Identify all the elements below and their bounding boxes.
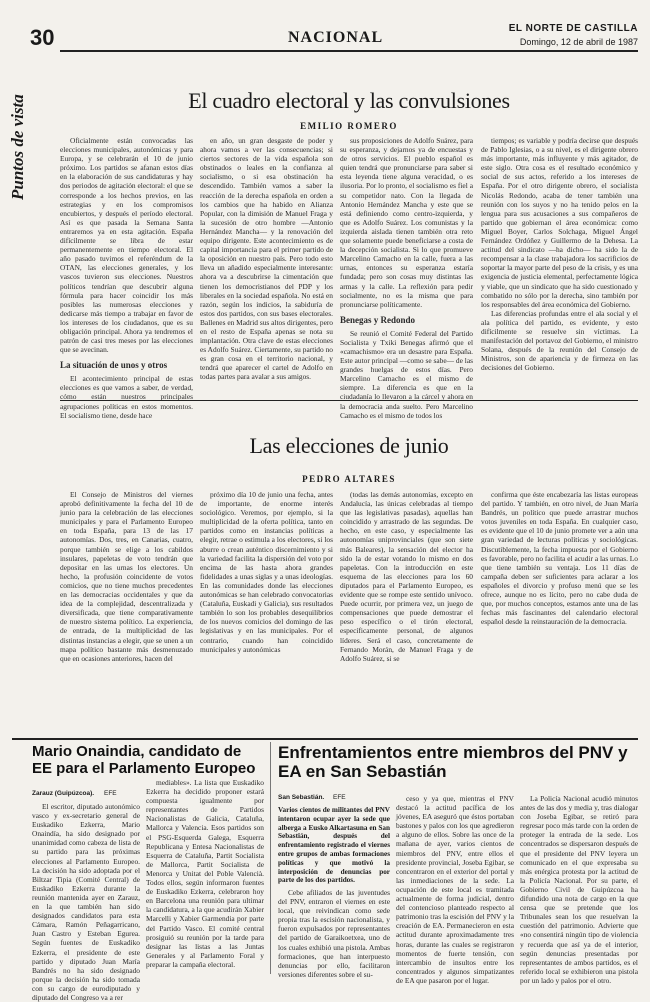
article3-headline: Mario Onaindia, candidato de EE para el Parlamento Europeo [32,743,256,777]
article3-dateline: Zarauz (Guipúzcoa). [32,790,95,797]
article1-col4-para: tiempos; es variable y podría decirse que después de Pablo Iglesias, o a su nivel, es el dirigente obrero más importante, más influyente y más agitador, de este siglo. Otra cosa es el resultado económico y social de sus actos, referido a los intereses de España. Por el otro dirigente obrero, el socialista Nicolás Redondo, acaba de tener también una reunión con los suyos y no ha tenido pelos en la lengua para sus acusaciones a sus compañeros de partido que gobiernan el área económica: como Miguel Boyer, Carlos Solchaga, Miguel Ángel Fernández Ordóñez y Guillermo de la Dehesa. La actitud del sindicato —ha dicho— ha sido la de recompensar a la clase trabajadora los sacrificios de soportar la mayor parte del peso de la crisis, y es una exigencia de justicia elemental, perfectamente lógica y viable, que un sindicato que ha sido cuestionado y combatido no sólo por la derecha, sino también por los responsables del área económica del Gobierno. [481,136,638,309]
article-separator [270,742,271,974]
article3-column-2 [146,778,264,972]
header-rule [60,50,638,52]
article3-agency: EFE [104,790,117,797]
article1-col1-para: Oficialmente están convocadas las elecciones municipales, autonómicas y para Europa, y se celebrarán el 10 de junio próximo. Los partidos se afanan estos días en la elaboración de sus candidaturas y hay dos periodos de agitación electoral: el que se corresponde a los hechos previos, en las estrategias y en los compromisos encubiertos, y después el período electoral. Así es que pasada la Semana Santa entraremos ya en esta agitación. España difícilmente se libra de estar permanentemente en tiempo electoral. El año pasado tuvimos el referéndum de la OTAN, las elecciones generales, y los vascos tuvieron sus elecciones. Nuestros políticos tendrían que descubrir alguna fórmula para hacer coincidir los más posibles las numerosas elecciones y dedicarse más tiempo a trabajar en favor de los intereses de los ciudadanos, que es su obligación principal. Ahora ya tendremos el patrón de casi tres meses por las elecciones que se avecinan. [60,136,193,355]
article3-col1-para: El escritor, diputado autonómico vasco y ex-secretario general de Euskadiko Ezkerra, Mario Onaindía, ha sido designado por unanimidad como cabeza de lista de su partido para las próximas elecciones al Parlamento Europeo. La decisión ha sido adoptada por el Biltzar Tipia (Comité Central) de Euskadiko Ezkerra durante la reunión mantenida ayer en Zarauz, en la que también han sido designados candidatos para esta Cámara, Ramón Peñagarricano, Juan Castro y Esteban Egurea. Según fuentes de Euskadiko Ezkerra, el presidente de este partido y diputado Juan María Bandrés no ha sido designado porque la decisión ha sido tomada con su cargo de eurodiputado y diputado del Congreso va a rer [32,802,140,1002]
section-title: NACIONAL [288,29,384,46]
article1-byline: EMILIO ROMERO [300,121,398,131]
article2-byline: PEDRO ALTARES [302,474,396,484]
article1-col2-para: en año, un gran desgaste de poder y ahora vamos a ver las consecuencias; si ciertos sectores de la vida española son obstinados o leales en la confianza al socialismo, o si esa obstinación ha descendido. También vamos a saber la reacción de la derecha española en orden a los cambios que ha habido en Alianza Popular, con la dimisión de Manuel Fraga y la sucesión de otro hombre —Antonio Hernández Mancha— y la renovación del equipo dirigente. Este acontecimiento es de capital importancia para el primer partido de la oposición en nuestro país. Pero todo esto lleva un añadido especialmente interesante: ahora va a descubrirse la cimentación que tienen los democristianos del PDP y los liberales en la sociedad española. No está en razón, según los indicios, la sabiduría de estos dos partidos, con sus bases electorales. Ballenes en Madrid sus altos dirigentes, pero en el resto de España apenas se nota su implantación. Otra clave de estas elecciones es Adolfo Suárez. Ciertamente, su partido no es gran cosa en el territorio nacional, y tendrá que aparecer el cartel de Adolfo en todas partes para avalar a sus amigos. [200,136,333,382]
article4-dateline: San Sebastián. [278,794,325,801]
page-number: 30 [30,25,55,50]
article2-col2-para: próximo día 10 de junio una fecha, antes de importante, de enorme interés sociológico. Veremos, por ejemplo, si la multiplicidad de la oferta política, tanto en partidos como en instancias políticas a elegir, retrae o estimula a los electores, si los aburre o crean auténtico discernimiento y si la variedad facilita la dispersión del voto por encima de las hasta ahora grandes fidelidades a unas siglas y a unas ideologías. En las comunidades donde las elecciones autonómicas se han celebrado convocatorias (Cataluña, Euskadi y Galicia), sus resultados también lo son los probables desequilibrios de los nuevos comicios del domingo de las legislativas y en las municipales. Por el contrario, cuando han coincidido municipales y autonómicas [200,490,333,654]
article2-col4-para: confirma que éste encabezaría las listas europeas del partido. Y también, en otro nivel, de Juan María Bandrés, un político que puede arrastrar muchos votos juveniles en toda España. En cualquier caso, es evidente que el 10 de junio promete ver a aún una gran variedad de lecturas políticas y sociológicas. Discutiblemente, la fecha impuesta por el Gobierno es favorable, pero no facilita el acudir a las urnas. Lo que tiene también su ventaja. Los 11 días de campaña deben ser suficientes para aclarar a los españoles el divorcio y profuso menú que se les ofrece, aunque no es lícito, pero no cabe duda de que, por muchos conceptos, estamos ante una de las fechas más fascinantes del calendario electoral español desde la reinstauración de la democracia. [481,490,638,627]
article2-headline: Las elecciones de junio [249,433,449,458]
article4-column-3 [520,794,638,985]
section-sidebar-label: Puntos de vista [8,94,27,200]
article4-agency: EFE [333,794,346,801]
article2-column-4 [481,490,638,730]
article1-headline: El cuadro electoral y las convulsiones [188,88,510,113]
article1-col3-para2: Se reunió el Comité Federal del Partido Socialista y Txiki Benegas afirmó que el «camachismo» era un desastre para España. Este autor principal —como se sabe— de las grandes huelgas de estos días. Pero Marcelino Camacho es el mismo de siempre. La diferencia es que en la ciudadanía lo llevaron a la cárcel y ahora en la democracia anda suelto. Pero Marcelino Camacho es el mismo de todos los [340,328,473,420]
article1-subhead-2: Benegas y Redondo [340,314,416,325]
article1-col4-para2: Las diferencias profundas entre el ala social y el ala política del partido, es evidente, y esto difícilmente se resuelve sin víctimas. La manifestación del portavoz del Gobierno, el ministro Solana, después de la reunión del Consejo de Ministros, son de apariencia y de firmeza en las decisiones del Gobierno. [481,308,638,373]
newspaper-name: EL NORTE DE CASTILLA [508,23,638,34]
article1-column-3 [340,136,473,420]
article2-col1-para: El Consejo de Ministros del viernes aprobó definitivamente la fecha del 10 de junio para la celebración de las elecciones municipales y para el Parlamento Europeo en toda España, para 13 de las 17 autonomías. Dos, tres, en Canarias, cuatro, porque también se elige a los cabildos insulares, papeletas de voto tendrán que depositar en las urnas los electores. Un hecho, la profusión coincidente de votos comicios, que no tiene muchos precedentes en las democracias occidentales y que da idea de la complejidad, descentralizada y diversificada, que tiene comparativamente de nuestro sistema político. La experiencia, de entrada, de la multiplicidad de las distintas instancias a elegir, que se unen a un mapa político bastante más desmenuzado que en ocasiones anteriores, hacen del [60,490,193,663]
divider-1 [60,400,638,401]
divider-2 [12,738,638,740]
article3-col2-para: mediables». La lista que Euskadiko Ezkerra ha decidido proponer estará compuesta igualmente por representantes de Partidos Nacionalistas de Galicia, Cataluña, Mallorca y Valencia. Esos partidos son el PSG-Esquerda Galega, Esquerra Republicana y Entesa Nacionalistas de Esquerra de Cataluña, Partit Socialista de Mallorca, Partit Socialista de Menorca y Unitat del Poble Valencià. Todos ellos, según informaron fuentes de Euskadiko Ezkerra, celebraron hoy en Barcelona una reunión para ultimar la candidatura, a la que acudirán Xabier Marcelli y Xabier Garmendia por parte del Partido Vasco. El comité central prosiguió su reunión por la tarde para designar las listas a las Juntas Generales y al Parlamento Foral y preparar la campaña electoral. [146,778,264,969]
article1-subhead-1: La situación de unos y otros [60,360,168,371]
article4-col3-para: La Policía Nacional acudió minutos antes de las dos y media y, tras dialogar con Joseba Egibar, se retiró para regresar poco más tarde con la orden de proteger la entrada de la sede. Los concentrados se dispersaron después de que el presidente del PNV leyera un comunicado en el que expresaba su más enérgica protesta por la actitud de la Policía Nacional. Por su parte, el Gobierno Civil de Guipúzcoa ha difundido una nota de cargo en la que censa que se pretende que los Tribunales sean los que resuelvan la cuestión del patrimonio. Advierte que «no consentirá ningún tipo de violencia y recuerda que así ya de el interior, según denuncias presentadas por representantes de ambos partidos, es el referido local se exhibieron una pistola por un lado y palos por el otro. [520,794,638,985]
article4-column-1 [278,888,390,979]
article4-headline: Enfrentamientos entre miembros del PNV y EA en San Sebastián [278,743,628,781]
article2-column-1 [60,490,193,730]
issue-date: Domingo, 12 de abril de 1987 [519,37,638,47]
article1-column-4 [481,136,638,396]
article4-col2-para: ceso y ya que, mientras el PNV destacó la actitud pacífica de los jóvenes, EA aseguró que éstos portaban bastones y palos con los que agredieron a alguno de ellos. Sobre las once de la mañana de ayer, varios cientos de miembros del PNV, entre ellos el presidente provincial, Joseba Egibar, se concentraron en el exterior del portal y las inmediaciones de la sede. La ocupación de este local es tramitada actualmente de forma judicial, dentro del contencioso planteado respecto al patrimonio tras la escisión del PNV y la creación de EA. Permanecieron en esta actitud durante aproximadamente tres horas, durante las cuales se registraron momentos de fuerte tensión, con intercambio de insultos entre los concentrados y algunos simpatizantes de EA que pasaron por el lugar. [396,794,514,985]
article2-col3-para: (todas las demás autonomías, excepto en Andalucía, las únicas celebradas al tiempo que las legislativas pasadas), aquellas han coincidido y arrastrado de las segundas. De hecho, en este caso, y especialmente las autonomías uniprovinciales (que son siete más Baleares), la sensación del elector ha sido la de estar votando lo mismo en dos papeletas. Con la introducción en este esquema de las elecciones para los 60 diputados para el Parlamento Europeo, es evidente que se rompe este sentido unívoco. Puede ocurrir, por primera vez, un juego de compensaciones que puede demostrar el peso específico o el tirón electoral, específicamente personal, de algunos líderes. Será el caso, concretamente de Fernando Morán, de Manuel Fraga y de Adolfo Suárez, si se [340,490,473,663]
article1-col3-para: sus proposiciones de Adolfo Suárez, para su esperanza, y dejarnos ya de encuestas y de otros servicios. El pueblo español es quien tendrá que pronunciarse para saber si esta leyenda tiene alguna veracidad, o es ilusoria. Por lo pronto, el socialismo es fiel a su competidor nato. Con la llegada de Antonio Hernández Mancha y este que se está definiendo como centro-izquierda, y que es Adolfo Suárez. Los comunistas y la izquierda aislada tienen también otra reto que solamente puede beneficiarse a costa de la decepción socialista. Si lo que promueve Marcelino Camacho en la calle, fuera a las urnas, entonces su esperanza estaría fundada; pero son cosas muy distintas las armas y la calle. La reflexión para pedir socialmente, no es la misma que para pronunciarse políticamente. [340,136,473,309]
article1-column-1 [60,136,193,420]
article4-col1-para: Cebe afiliados de las juventudes del PNV, entraron el viernes en este local, que reivindican como sede propia tras la escisión nacionalista, y fueron expulsados por representantes del partido de Garaikoetxea, uno de los cuales exhibió una pistola. Ambas formaciones, que han interpuesto denuncias por ello, facilitaron versiones diferentes sobre el su- [278,888,390,979]
article2-column-2 [200,490,333,730]
article1-col1-para2: El acontecimiento principal de estas elecciones es que vamos a saber, de verdad, cómo están nuestros principales agrupaciones políticas en estos momentos. El socialismo tiene, desde hace [60,374,193,420]
article4-column-2 [396,794,514,985]
article4-lead: Varios cientos de militantes del PNV intentaron ocupar ayer la sede que alberga a Eusko Alkartasuna en San Sebastián, después del enfrentamiento registrado el viernes entre grupos de ambas formaciones políticas y que motivó la interposición de denuncias por parte de los dos partidos. [278,806,390,885]
article3-column-1 [32,802,140,1002]
article1-column-2 [200,136,333,396]
article2-column-3 [340,490,473,730]
